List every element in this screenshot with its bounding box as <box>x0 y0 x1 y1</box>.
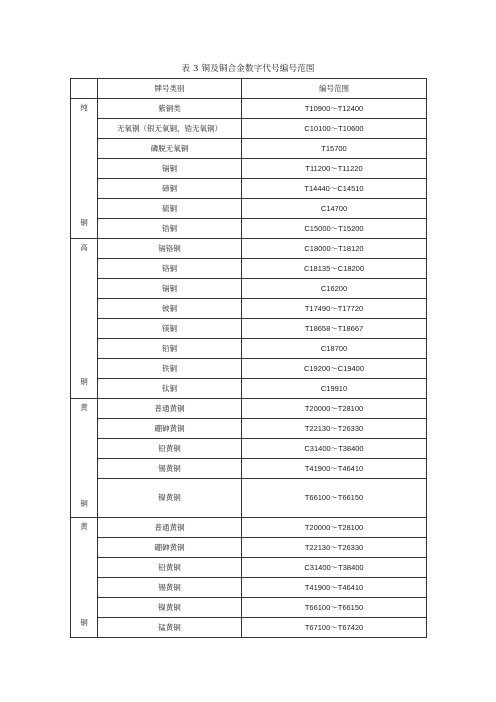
category-char-top: 高 <box>80 243 88 252</box>
table-row <box>71 578 427 598</box>
table-row <box>71 339 427 359</box>
code-range-cell: T66100～T66150 <box>242 479 427 518</box>
grade-name-cell: 铍铜 <box>98 299 242 319</box>
grade-name-cell: 锡黄铜 <box>98 578 242 598</box>
category-cell <box>71 518 98 638</box>
table-row <box>71 399 427 419</box>
table-row <box>71 159 427 179</box>
code-range-cell: C31400～T38400 <box>242 439 427 459</box>
code-range-cell: T17490～T17720 <box>242 299 427 319</box>
code-range-cell: C18000～T18120 <box>242 239 427 259</box>
table-row <box>71 279 427 299</box>
code-range-cell: T20000～T28100 <box>242 399 427 419</box>
grade-name-cell: 普通黄铜 <box>98 518 242 538</box>
code-range-cell: T10900～T12400 <box>242 99 427 119</box>
header-category: 牌号类别 <box>98 79 242 99</box>
grade-name-cell: 镍黄铜 <box>98 479 242 518</box>
table-row <box>71 119 427 139</box>
code-range-cell: T11200～T11220 <box>242 159 427 179</box>
code-range-cell: T14440～C14510 <box>242 179 427 199</box>
table-row <box>71 219 427 239</box>
grade-name-cell: 硼砷黄铜 <box>98 538 242 558</box>
grade-name-cell: 磷脱无氧铜 <box>98 139 242 159</box>
code-range-cell: C19200～C19400 <box>242 359 427 379</box>
table-row <box>71 518 427 538</box>
category-cell <box>71 399 98 518</box>
category-char-bottom: 铜 <box>80 218 88 227</box>
category-char-top: 黄 <box>80 522 88 531</box>
grade-name-cell: 铅铜 <box>98 339 242 359</box>
grade-name-cell: 碲铜 <box>98 179 242 199</box>
table-row <box>71 139 427 159</box>
grade-name-cell: 镉铜 <box>98 159 242 179</box>
grade-name-cell: 镉铬铜 <box>98 239 242 259</box>
table-title: 表 3 铜及铜合金数字代号编号范围 <box>181 64 315 74</box>
table-row <box>71 319 427 339</box>
code-range-cell: C15000～T15200 <box>242 219 427 239</box>
table-row <box>71 379 427 399</box>
code-range-cell: T67100～T67420 <box>242 618 427 638</box>
code-range-cell: T66100～T66150 <box>242 598 427 618</box>
code-range-cell: T18658～T18667 <box>242 319 427 339</box>
grade-name-cell: 锡黄铜 <box>98 459 242 479</box>
table-row <box>71 259 427 279</box>
header-row <box>71 79 427 99</box>
category-char-bottom: 铜 <box>80 377 88 386</box>
code-range-cell: C16200 <box>242 279 427 299</box>
category-cell <box>71 239 98 399</box>
code-range-cell: C19910 <box>242 379 427 399</box>
table-row <box>71 99 427 119</box>
code-range-cell: T22130～T26330 <box>242 538 427 558</box>
code-range-cell: C14700 <box>242 199 427 219</box>
code-range-cell: C31400～T38400 <box>242 558 427 578</box>
grade-name-cell: 锆铜 <box>98 219 242 239</box>
category-char-bottom: 铜 <box>80 499 88 508</box>
code-range-cell: C18135～C18200 <box>242 259 427 279</box>
code-range-cell: T41900～T46410 <box>242 459 427 479</box>
code-range-cell: T20000～T28100 <box>242 518 427 538</box>
grade-name-cell: 普通黄铜 <box>98 399 242 419</box>
table-row <box>71 199 427 219</box>
grade-name-cell: 镁铜 <box>98 319 242 339</box>
code-range-cell: T41900～T46410 <box>242 578 427 598</box>
grade-name-cell: 镍黄铜 <box>98 598 242 618</box>
code-range-cell: T15700 <box>242 139 427 159</box>
table-row <box>71 538 427 558</box>
table-row <box>71 598 427 618</box>
category-char-bottom: 铜 <box>80 618 88 627</box>
category-cell <box>71 99 98 239</box>
header-blank <box>71 79 98 99</box>
table-row <box>71 419 427 439</box>
code-range-cell: C18700 <box>242 339 427 359</box>
table-row <box>71 479 427 518</box>
category-char-top: 黄 <box>80 403 88 412</box>
table-row <box>71 299 427 319</box>
code-range-cell: T22130～T26330 <box>242 419 427 439</box>
grade-name-cell: 硼砷黄铜 <box>98 419 242 439</box>
table-row <box>71 558 427 578</box>
grade-name-cell: 铅黄铜 <box>98 558 242 578</box>
table-row <box>71 359 427 379</box>
table-row <box>71 618 427 638</box>
grade-name-cell: 铬铜 <box>98 259 242 279</box>
code-range-cell: C10100～T10600 <box>242 119 427 139</box>
grade-name-cell: 紫铜类 <box>98 99 242 119</box>
table-row <box>71 239 427 259</box>
grade-name-cell: 钛铜 <box>98 379 242 399</box>
grade-name-cell: 铁铜 <box>98 359 242 379</box>
grade-name-cell: 镉铜 <box>98 279 242 299</box>
category-char-top: 纯 <box>80 103 88 112</box>
grade-name-cell: 锰黄铜 <box>98 618 242 638</box>
grade-name-cell: 无氧铜（银无氧铜，锆无氧铜） <box>98 119 242 139</box>
table-row <box>71 179 427 199</box>
table-row <box>71 459 427 479</box>
grade-name-cell: 硫铜 <box>98 199 242 219</box>
alloy-code-table <box>70 78 427 638</box>
grade-name-cell: 铅黄铜 <box>98 439 242 459</box>
table-row <box>71 439 427 459</box>
header-range: 编号范围 <box>242 79 427 99</box>
